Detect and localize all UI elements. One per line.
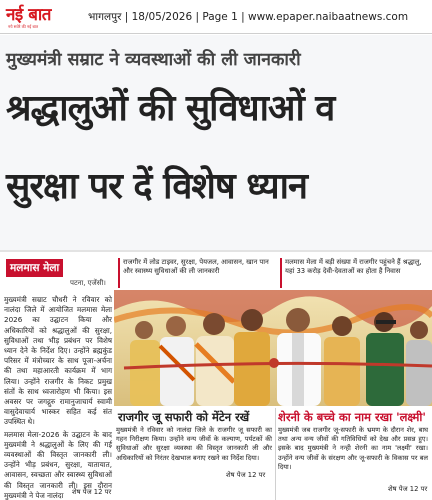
story-b-body: मुख्यमंत्री जब राजगीर जू-सफारी के भ्रमण के दौरान शेर, बाघ तथा अन्य वन्य जीवों की गतिविधियों को देख और प्रसन्न हुए। इसके बाद मुख्यमंत्री ने नन्ही शेरनी का नाम 'लक्ष्मी' रखा। उन्होंने वन्य जीवों के संरक्षण और जू-सफारी के विकास पर बल दिया।	[278, 426, 428, 471]
lead-paragraph-2: मलमास मेला-2026 के उद्घाटन के बाद मुख्यमंत्री ने श्रद्धालुओं के लिए की गई व्यवस्थाओं की विस्तृत जानकारी ली। उन्होंने भीड़ प्रबंधन, सुरक्षा, यातायात, आवासन, स्वच्छता और स्वास्थ्य सुविधाओं की विस्तृत जानकारी ली। इस दौरान मुख्यमंत्री ने पेज नालंदा	[4, 429, 112, 500]
logo-brand: नई बात	[6, 5, 52, 25]
dateline: पटना, एजेंसी।	[70, 279, 106, 287]
lead-story-body	[4, 295, 112, 500]
section-label: मलमास मेला	[6, 259, 63, 277]
edition-info: भागलपुर | 18/05/2026 | Page 1 | www.epaper.naibaatnews.com	[88, 11, 409, 23]
story-b-continued: शेष पेज 12 पर	[388, 485, 428, 493]
lead-story	[0, 255, 112, 500]
headline-block	[0, 35, 432, 250]
headline-line-2: सुरक्षा पर दें विशेष ध्यान	[6, 166, 307, 207]
story-a-body: मुख्यमंत्री ने रविवार को नालंदा जिले के राजगीर जू सफारी का गहन निरीक्षण किया। उन्होंने वन्य जीवों के कल्याण, पर्यटकों की सुविधाओं और सुरक्षा व्यवस्था की विस्तृत जानकारी ली और अधिकारियों को निरंतर देखभाल बनाए रखने का निर्देश दिया।	[116, 426, 272, 462]
inauguration-photo-art	[114, 290, 432, 406]
headline-line-1: श्रद्धालुओं की सुविधाओं व	[6, 88, 335, 129]
story-a-continued: शेष पेज 12 पर	[226, 471, 266, 479]
divider	[0, 250, 432, 252]
logo-tagline: नये सवेरे की नई बात	[8, 24, 39, 29]
column-divider	[275, 408, 276, 500]
newspaper-logo	[6, 4, 68, 30]
photo-caption-left: राजगीर में लोड टाइवर, सुरक्षा, पेयजल, आवासन, खान पान और स्वास्थ्य सुविधाओं की ली जानकारी	[118, 258, 273, 288]
photo-caption-right: मलमास मेला में बड़ी संख्या में राजगीर पहुंचने हैं श्रद्धालु, यहां 33 करोड़ देवी-देवताओं का होता है निवास	[280, 258, 428, 288]
lead-continued: शेष पेज 12 पर	[72, 488, 112, 496]
lead-paragraph-1: मुख्यमंत्री सम्राट चौधरी ने रविवार को नालंदा जिले में आयोजित मलमास मेला 2026 का उद्घाटन किया और अधिकारियों को श्रद्धालुओं की सुरक्षा, सुविधाओं तथा भीड़ प्रबंधन पर विशेष ध्यान देने के निर्देश दिए। उन्होंने ब्रह्मकुंड परिसर में मंत्रोच्चार के साथ पूजा-अर्चना की तथा महाआरती कार्यक्रम में भाग लिया। उन्होंने राजगीर के निकट प्रमुख संतों के साथ ध्वजारोहण भी किया। इस अवसर पर जगद्गुरु रामानुजाचार्य स्वामी वासुदेवाचार्य भास्कर सहित कई संत उपस्थित थे।	[4, 295, 112, 427]
masthead	[0, 0, 432, 34]
story-b-title: शेरनी के बच्चे का नाम रखा 'लक्ष्मी'	[278, 410, 426, 424]
inauguration-photo	[114, 290, 432, 406]
ribbon-knot	[269, 358, 279, 368]
story-a-title: राजगीर जू सफारी को मेंटेन रखें	[118, 410, 250, 424]
headline-kicker: मुख्यमंत्री सम्राट ने व्यवस्थाओं की ली जानकारी	[6, 50, 301, 70]
